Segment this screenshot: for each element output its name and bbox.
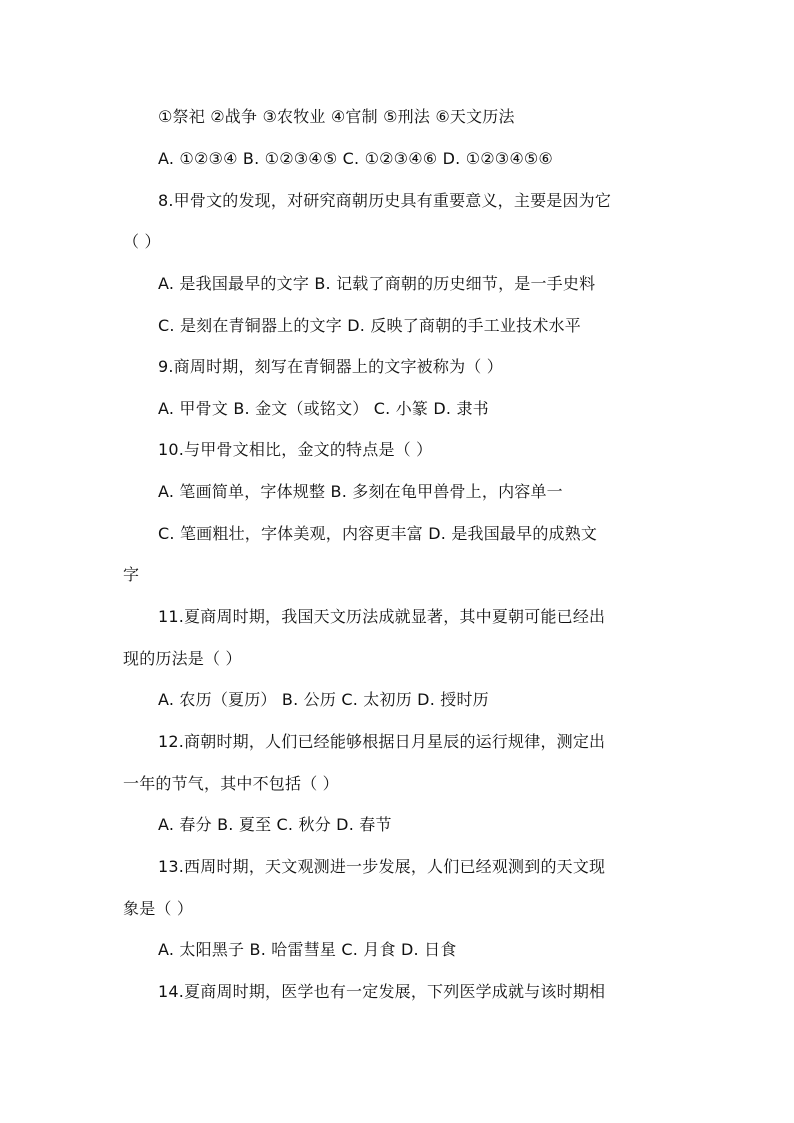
question-11-stem-continued: 现的历法是（ ） — [123, 649, 242, 668]
question-10-choices-cd: C. 笔画粗壮，字体美观，内容更丰富 D. 是我国最早的成熟文 — [158, 524, 598, 543]
question-7-options-list: ①祭祀 ②战争 ③农牧业 ④官制 ⑤刑法 ⑥天文历法 — [158, 107, 515, 126]
question-8-choices-ab: A. 是我国最早的文字 B. 记载了商朝的历史细节，是一手史料 — [158, 274, 596, 293]
question-11-stem: 11.夏商周时期，我国天文历法成就显著，其中夏朝可能已经出 — [158, 607, 606, 626]
question-10-choices-ab: A. 笔画简单，字体规整 B. 多刻在龟甲兽骨上，内容单一 — [158, 482, 563, 501]
question-12-choices: A. 春分 B. 夏至 C. 秋分 D. 春节 — [158, 815, 392, 834]
question-8-stem: 8.甲骨文的发现，对研究商朝历史具有重要意义，主要是因为它 — [158, 191, 612, 210]
question-12-stem: 12.商朝时期，人们已经能够根据日月星辰的运行规律，测定出 — [158, 732, 606, 751]
question-10-choices-continued: 字 — [123, 565, 140, 584]
question-8-choices-cd: C. 是刻在青铜器上的文字 D. 反映了商朝的手工业技术水平 — [158, 316, 581, 335]
question-11-choices: A. 农历（夏历） B. 公历 C. 太初历 D. 授时历 — [158, 690, 489, 709]
question-12-stem-continued: 一年的节气，其中不包括（ ） — [123, 774, 339, 793]
question-10-stem: 10.与甲骨文相比，金文的特点是（ ） — [158, 440, 433, 459]
question-7-answer-choices: A. ①②③④ B. ①②③④⑤ C. ①②③④⑥ D. ①②③④⑤⑥ — [158, 149, 553, 168]
question-9-stem: 9.商周时期，刻写在青铜器上的文字被称为（ ） — [158, 357, 503, 376]
question-9-choices: A. 甲骨文 B. 金文（或铭文） C. 小篆 D. 隶书 — [158, 399, 489, 418]
question-8-stem-continued: （ ） — [123, 232, 161, 251]
question-13-choices: A. 太阳黑子 B. 哈雷彗星 C. 月食 D. 日食 — [158, 940, 457, 959]
question-13-stem-continued: 象是（ ） — [123, 899, 194, 918]
question-14-stem: 14.夏商周时期，医学也有一定发展，下列医学成就与该时期相 — [158, 982, 606, 1001]
question-13-stem: 13.西周时期，天文观测进一步发展，人们已经观测到的天文现 — [158, 857, 606, 876]
